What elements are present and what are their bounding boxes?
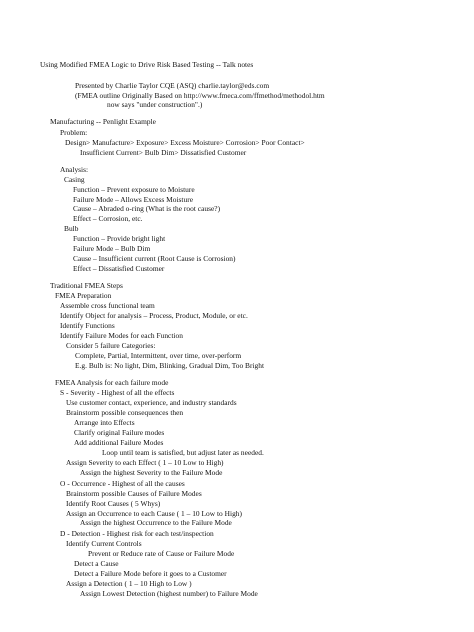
casing-effect: Effect – Corrosion, etc.	[73, 214, 143, 223]
problem-label: Problem:	[60, 128, 88, 137]
consider-categories-label: Consider 5 failure Categories:	[66, 341, 156, 350]
severity-assign: Assign Severity to each Effect ( 1 – 10 Low to High)	[66, 458, 224, 467]
fmea-analysis-heading: FMEA Analysis for each failure mode	[55, 378, 169, 387]
prep-item: Identify Functions	[60, 321, 115, 330]
casing-label: Casing	[64, 175, 85, 184]
bulb-example: E.g. Bulb is: No light, Dim, Blinking, Gradual Dim, Too Bright	[75, 361, 265, 370]
prep-item: Identify Failure Modes for each Function	[60, 331, 183, 340]
occurrence-assign: Assign an Occurrence to each Cause ( 1 – 10 Low to High)	[66, 509, 242, 518]
occurrence-assign-highest: Assign the highest Occurrence to the Failure Mode	[80, 518, 232, 527]
severity-add: Add additional Failure Modes	[74, 438, 164, 447]
severity-brainstorm: Brainstorm possible consequences then	[66, 408, 184, 417]
detection-detect-failure-mode: Detect a Failure Mode before it goes to a Customer	[74, 569, 227, 578]
detection-prevent: Prevent or Reduce rate of Cause or Failure Mode	[88, 549, 235, 558]
severity-assign-highest: Assign the highest Severity to the Failure Mode	[80, 468, 223, 477]
document-title: Using Modified FMEA Logic to Drive Risk Based Testing -- Talk notes	[40, 60, 254, 69]
casing-cause: Cause – Abraded o-ring (What is the root cause?)	[73, 204, 221, 213]
detection-identify: Identify Current Controls	[66, 539, 142, 548]
severity-use: Use customer contact, experience, and industry standards	[66, 398, 237, 407]
fmea-preparation-label: FMEA Preparation	[55, 291, 112, 300]
casing-function: Function – Prevent exposure to Moisture	[73, 185, 195, 194]
problem-chain-line-1: Design> Manufacture> Exposure> Excess Moisture> Corrosion> Poor Contact>	[65, 138, 305, 147]
prep-item: Identify Object for analysis – Process, Product, Module, or etc.	[60, 311, 248, 320]
analysis-label: Analysis:	[60, 165, 89, 174]
detection-detect-cause: Detect a Cause	[74, 559, 119, 568]
source-line: (FMEA outline Originally Based on http://www.fmeca.com/ffmethod/methodol.htm	[75, 91, 325, 100]
source-note: now says "under construction".)	[107, 100, 203, 109]
bulb-effect: Effect – Dissatisfied Customer	[73, 264, 165, 273]
prep-item: Assemble cross functional team	[60, 301, 155, 310]
bulb-label: Bulb	[64, 224, 79, 233]
traditional-heading: Traditional FMEA Steps	[50, 281, 123, 290]
presenter-line: Presented by Charlie Taylor CQE (ASQ) charlie.taylor@eds.com	[75, 81, 270, 90]
severity-clarify: Clarify original Failure modes	[74, 428, 165, 437]
occurrence-brainstorm: Brainstorm possible Causes of Failure Modes	[66, 489, 202, 498]
detection-assign-lowest: Assign Lowest Detection (highest number) to Failure Mode	[80, 589, 258, 598]
severity-arrange: Arrange into Effects	[74, 418, 135, 427]
manufacturing-heading: Manufacturing -- Penlight Example	[50, 117, 156, 126]
severity-loop: Loop until team is satisfied, but adjust later as needed.	[102, 448, 264, 457]
occurrence-identify: Identify Root Causes ( 5 Whys)	[66, 499, 161, 508]
failure-categories: Complete, Partial, Intermittent, over time, over-perform	[75, 351, 242, 360]
detection-assign: Assign a Detection ( 1 – 10 High to Low )	[66, 579, 192, 588]
problem-chain-line-2: Insufficient Current> Bulb Dim> Dissatisfied Customer	[80, 148, 247, 157]
bulb-failure-mode: Failure Mode – Bulb Dim	[73, 244, 151, 253]
severity-heading: S - Severity - Highest of all the effects	[60, 388, 175, 397]
bulb-cause: Cause – Insufficient current (Root Cause is Corrosion)	[73, 254, 236, 263]
detection-heading: D - Detection - Highest risk for each test/inspection	[60, 529, 214, 538]
casing-failure-mode: Failure Mode – Allows Excess Moisture	[73, 195, 194, 204]
bulb-function: Function – Provide bright light	[73, 234, 166, 243]
occurrence-heading: O - Occurrence - Highest of all the causes	[60, 479, 185, 488]
